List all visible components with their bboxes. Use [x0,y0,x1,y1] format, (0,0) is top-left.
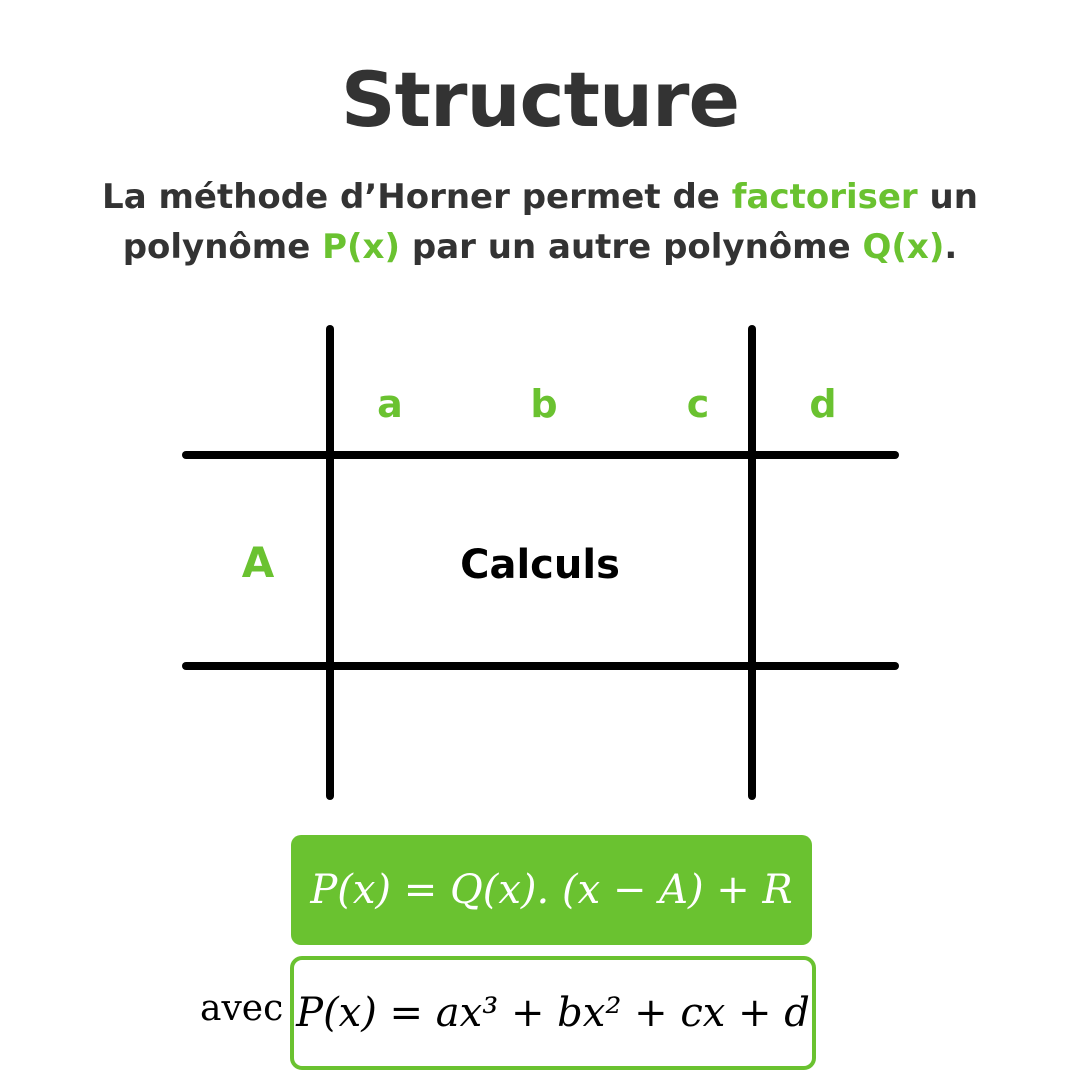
root-a: A [241,538,275,587]
horizontal-line-bottom [182,662,899,670]
subtitle-text: . [944,227,958,267]
subtitle-highlight-factoriser: factoriser [731,177,918,217]
page-title: Structure [340,55,740,144]
subtitle-text: La méthode d’Horner permet de [102,177,732,217]
subtitle-text: un [917,177,978,217]
vertical-line-right [748,325,756,800]
subtitle [40,172,1040,272]
avec-label: avec [200,988,284,1029]
polynomial-definition-box [290,956,816,1070]
calculs-label: Calculs [460,542,620,588]
subtitle-text: polynôme [122,227,323,267]
subtitle-highlight-qx: Q(x) [862,227,945,267]
subtitle-line-2 [40,222,1040,272]
factorization-formula-box [291,835,812,945]
vertical-line-left [326,325,334,800]
coefficient-a: a [377,382,403,426]
coefficient-d: d [809,382,837,426]
coefficient-b: b [530,382,558,426]
horizontal-line-top [182,451,899,459]
subtitle-text: par un autre polynôme [400,227,863,267]
factorization-formula: P(x) = Q(x). (x − A) + R [310,867,793,913]
subtitle-line-1 [40,172,1040,222]
polynomial-definition: P(x) = ax³ + bx² + cx + d [296,990,810,1036]
subtitle-highlight-px: P(x) [322,227,401,267]
coefficient-c: c [686,382,710,426]
